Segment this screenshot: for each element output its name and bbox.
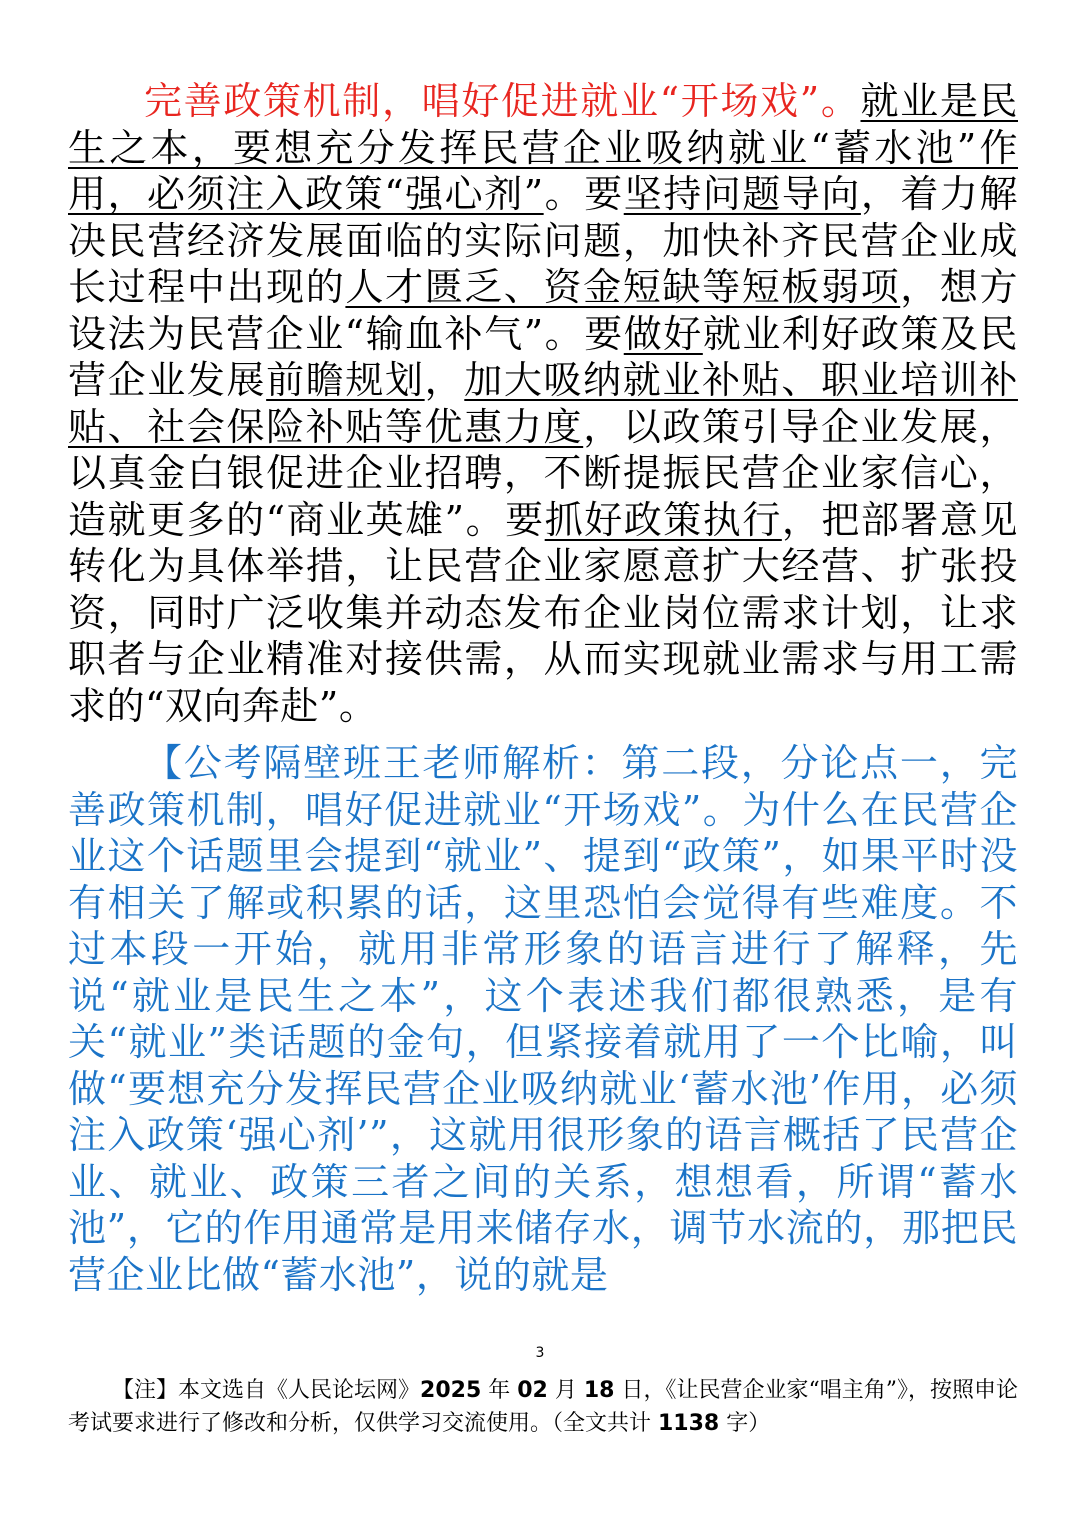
note-text: 【注】本文选自《人民论坛网》	[112, 1378, 421, 1403]
page-number: 3	[535, 1345, 545, 1361]
text-run: 。要	[543, 172, 624, 216]
footnote	[68, 1374, 1028, 1440]
underlined-phrase: 人才匮乏、资金短缺等短板弱项	[345, 265, 901, 309]
note-text: 年	[481, 1378, 518, 1403]
note-day: 18	[583, 1378, 615, 1403]
text-run: ，把部署意见转化为具体举措，让民营企业家愿意扩大经营、扩张投资，同时广泛收集并动态发布企业岗位需求计划，让求职者与企业精准对接供需，从而实现就业需求与用工需求的“双向奔赴”。	[68, 497, 1018, 728]
analysis-paragraph: 【公考隔壁班王老师解析：第二段，分论点一，完善政策机制，唱好促进就业“开场戏”。为什么在民营企业这个话题里会提到“就业”、提到“政策”，如果平时没有相关了解或积累的话，这里恐怕会觉得有些难度。不过本段一开始，就用非常形象的语言进行了解释，先说“就业是民生之本”，这个表述我们都很熟悉，是有关“就业”类话题的金句，但紧接着就用了一个比喻，叫做“要想充分发挥民营企业吸纳就业‘蓄水池’作用，必须注入政策‘强心剂’”，这就用很形象的语言概括了民营企业、就业、政策三者之间的关系，想想看，所谓“蓄水池”，它的作用通常是用来储存水，调节水流的，那把民营企业比做“蓄水池”，说的就是	[68, 741, 1018, 1297]
note-year: 2025	[420, 1378, 482, 1403]
underlined-phrase: 就业是民生之本，要想充分发挥民营企业吸纳就业“蓄水池”作用，必须注入政策“强心剂”	[68, 79, 1018, 216]
text-run: 就业利好政策及民营企业发展	[68, 311, 1018, 402]
text-run: ，以政策引导企业发展，以真金白银促进企业招聘，不断提振民营企业家信心，造就更多的“商业英雄”。要	[68, 404, 1018, 542]
text-run: ，想方设法为民营企业“输血补气”。要	[68, 265, 1018, 356]
note-text: 字）	[719, 1411, 771, 1436]
body-paragraph	[68, 78, 1018, 729]
text-run: ，着力解决民营经济发展面临的实际问题，加快补齐民营企业成长过程中出现的	[68, 172, 1018, 309]
note-word-count: 1138	[658, 1411, 720, 1436]
paragraph-heading: 完善政策机制，唱好促进就业“开场戏”	[144, 79, 820, 123]
underlined-phrase: 前瞻规划	[266, 358, 425, 402]
note-text: 日，《让民营企业家“唱主角”》，按照申论考试要求进行了修改和分析，仅供学习交流使用。（全文共计	[68, 1378, 1018, 1436]
underlined-phrase: 抓好政策执行	[544, 497, 782, 542]
note-text: 月	[547, 1378, 584, 1403]
underlined-phrase: 加大吸纳就业补贴、职业培训补贴、社会保险补贴等优惠力度	[68, 358, 1018, 449]
underlined-phrase: 坚持问题导向	[623, 172, 861, 216]
text-run: ，	[424, 358, 465, 402]
note-month: 02	[517, 1378, 548, 1403]
underlined-phrase: 做好	[623, 311, 703, 356]
heading-punctuation: 。	[819, 79, 861, 123]
